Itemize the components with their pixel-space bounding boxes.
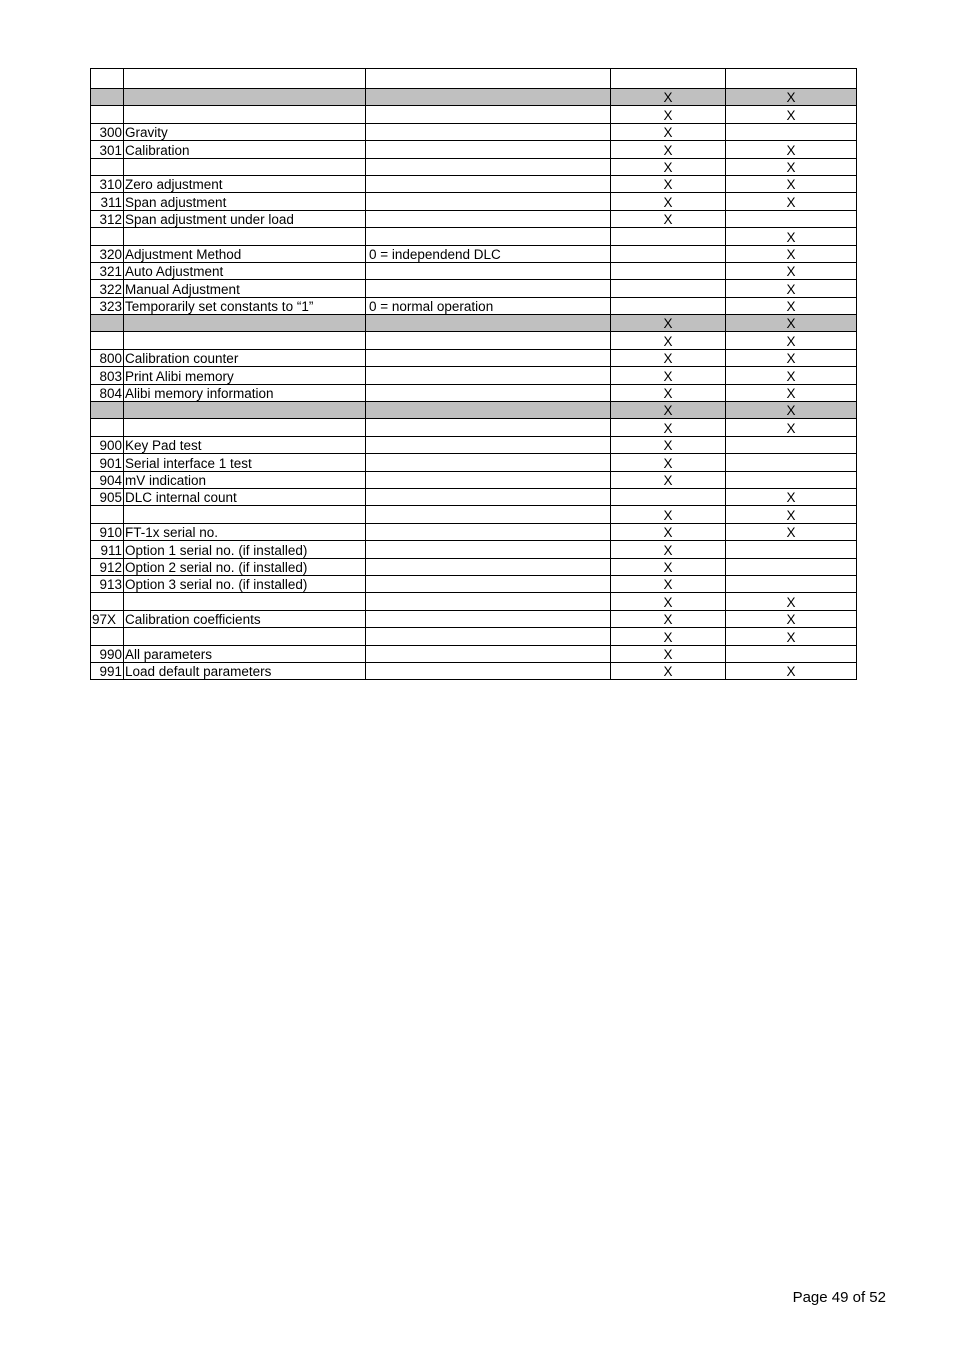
parameter-description: Key Pad test [124, 436, 366, 453]
parameter-description [124, 89, 366, 106]
parameter-number [91, 593, 124, 610]
parameter-value [366, 506, 611, 523]
table-row [91, 593, 857, 610]
parameter-number [91, 228, 124, 245]
table-row [91, 541, 857, 558]
parameter-value [366, 610, 611, 627]
mark-column-1: X [611, 349, 726, 366]
parameter-number [91, 506, 124, 523]
table-row [91, 610, 857, 627]
table-row [91, 436, 857, 453]
parameter-number: 310 [91, 175, 124, 192]
parameter-value [366, 106, 611, 123]
mark-column-1 [611, 297, 726, 314]
parameter-value [366, 645, 611, 662]
parameter-number [91, 158, 124, 175]
parameter-description: Auto Adjustment [124, 262, 366, 279]
mark-column-1 [611, 245, 726, 262]
parameter-value [366, 280, 611, 297]
table-row [91, 332, 857, 349]
mark-column-1 [611, 280, 726, 297]
mark-column-2: X [726, 245, 857, 262]
parameter-description [124, 332, 366, 349]
parameter-value [366, 158, 611, 175]
parameter-description: Gravity [124, 123, 366, 140]
table-row [91, 471, 857, 488]
mark-column-2: X [726, 193, 857, 210]
header-cell-value [366, 69, 611, 89]
mark-column-1: X [611, 106, 726, 123]
mark-column-1 [611, 262, 726, 279]
section-row [91, 402, 857, 419]
mark-column-1: X [611, 662, 726, 679]
mark-column-2: X [726, 402, 857, 419]
table-row [91, 575, 857, 592]
mark-column-1: X [611, 558, 726, 575]
table-row [91, 193, 857, 210]
parameter-number: 990 [91, 645, 124, 662]
table-row [91, 280, 857, 297]
parameter-value [366, 315, 611, 332]
parameter-value [366, 488, 611, 505]
mark-column-2: X [726, 332, 857, 349]
parameter-description [124, 628, 366, 645]
parameter-value [366, 367, 611, 384]
parameter-description: Manual Adjustment [124, 280, 366, 297]
mark-column-2 [726, 436, 857, 453]
mark-column-2: X [726, 262, 857, 279]
mark-column-1: X [611, 315, 726, 332]
section-row [91, 315, 857, 332]
parameter-value [366, 89, 611, 106]
parameter-number: 803 [91, 367, 124, 384]
parameter-description: Calibration coefficients [124, 610, 366, 627]
mark-column-1: X [611, 419, 726, 436]
table-row [91, 558, 857, 575]
mark-column-1: X [611, 402, 726, 419]
mark-column-2: X [726, 523, 857, 540]
parameter-number [91, 106, 124, 123]
table-row [91, 506, 857, 523]
parameter-description: Adjustment Method [124, 245, 366, 262]
mark-column-1: X [611, 89, 726, 106]
parameter-description [124, 593, 366, 610]
table-row [91, 662, 857, 679]
parameter-number: 322 [91, 280, 124, 297]
table-row [91, 141, 857, 158]
parameter-description [124, 506, 366, 523]
parameter-description: Calibration counter [124, 349, 366, 366]
parameter-number [91, 89, 124, 106]
parameter-description: Option 3 serial no. (if installed) [124, 575, 366, 592]
mark-column-1: X [611, 593, 726, 610]
table-row [91, 628, 857, 645]
parameter-table-body [91, 69, 857, 680]
mark-column-2: X [726, 419, 857, 436]
mark-column-2 [726, 645, 857, 662]
mark-column-2: X [726, 384, 857, 401]
parameter-description [124, 158, 366, 175]
mark-column-1: X [611, 141, 726, 158]
mark-column-2 [726, 471, 857, 488]
parameter-value [366, 558, 611, 575]
mark-column-2 [726, 541, 857, 558]
parameter-value [366, 593, 611, 610]
parameter-value [366, 471, 611, 488]
table-row [91, 419, 857, 436]
parameter-description: Span adjustment [124, 193, 366, 210]
page-number: Page 49 of 52 [792, 1289, 886, 1306]
table-row [91, 245, 857, 262]
parameter-number: 901 [91, 454, 124, 471]
table-row [91, 384, 857, 401]
mark-column-1: X [611, 628, 726, 645]
header-cell-description [124, 69, 366, 89]
parameter-number: 97X [91, 610, 124, 627]
mark-column-1: X [611, 158, 726, 175]
mark-column-1: X [611, 645, 726, 662]
parameter-number: 311 [91, 193, 124, 210]
mark-column-1: X [611, 332, 726, 349]
parameter-value [366, 628, 611, 645]
table-row [91, 210, 857, 227]
parameter-value [366, 175, 611, 192]
parameter-number: 320 [91, 245, 124, 262]
mark-column-1 [611, 228, 726, 245]
mark-column-2: X [726, 175, 857, 192]
parameter-value [366, 384, 611, 401]
parameter-number [91, 315, 124, 332]
parameter-description: Alibi memory information [124, 384, 366, 401]
mark-column-2 [726, 558, 857, 575]
mark-column-1: X [611, 523, 726, 540]
mark-column-2: X [726, 106, 857, 123]
parameter-value [366, 419, 611, 436]
parameter-number: 904 [91, 471, 124, 488]
parameter-description: DLC internal count [124, 488, 366, 505]
parameter-value [366, 523, 611, 540]
parameter-description: All parameters [124, 645, 366, 662]
parameter-value [366, 575, 611, 592]
mark-column-2: X [726, 158, 857, 175]
mark-column-2: X [726, 662, 857, 679]
mark-column-2 [726, 454, 857, 471]
mark-column-2: X [726, 141, 857, 158]
parameter-value [366, 123, 611, 140]
parameter-number [91, 332, 124, 349]
parameter-value [366, 402, 611, 419]
table-row [91, 262, 857, 279]
mark-column-1: X [611, 193, 726, 210]
parameter-description: mV indication [124, 471, 366, 488]
mark-column-1: X [611, 575, 726, 592]
parameter-number: 910 [91, 523, 124, 540]
table-row [91, 158, 857, 175]
parameter-description: FT-1x serial no. [124, 523, 366, 540]
table-row [91, 175, 857, 192]
mark-column-2: X [726, 228, 857, 245]
mark-column-1 [611, 488, 726, 505]
mark-column-2: X [726, 506, 857, 523]
parameter-number [91, 628, 124, 645]
parameter-number: 900 [91, 436, 124, 453]
parameter-value: 0 = independend DLC [366, 245, 611, 262]
mark-column-2 [726, 575, 857, 592]
table-row [91, 349, 857, 366]
table-row [91, 488, 857, 505]
parameter-value: 0 = normal operation [366, 297, 611, 314]
mark-column-1: X [611, 436, 726, 453]
table-row [91, 367, 857, 384]
parameter-value [366, 141, 611, 158]
parameter-value [366, 662, 611, 679]
mark-column-1: X [611, 123, 726, 140]
mark-column-1: X [611, 506, 726, 523]
parameter-description: Span adjustment under load [124, 210, 366, 227]
mark-column-1: X [611, 610, 726, 627]
mark-column-2: X [726, 89, 857, 106]
parameter-description: Load default parameters [124, 662, 366, 679]
mark-column-1: X [611, 367, 726, 384]
mark-column-2 [726, 210, 857, 227]
parameter-description [124, 106, 366, 123]
mark-column-1: X [611, 454, 726, 471]
table-row [91, 645, 857, 662]
mark-column-2: X [726, 315, 857, 332]
mark-column-2: X [726, 367, 857, 384]
parameter-value [366, 332, 611, 349]
parameter-number [91, 402, 124, 419]
header-cell-number [91, 69, 124, 89]
mark-column-1: X [611, 210, 726, 227]
parameter-value [366, 228, 611, 245]
mark-column-2: X [726, 280, 857, 297]
table-header-row [91, 69, 857, 89]
parameter-description: Print Alibi memory [124, 367, 366, 384]
mark-column-1: X [611, 384, 726, 401]
mark-column-2: X [726, 610, 857, 627]
mark-column-1: X [611, 175, 726, 192]
parameter-description: Calibration [124, 141, 366, 158]
parameter-table [90, 68, 857, 680]
table-row [91, 523, 857, 540]
parameter-value [366, 262, 611, 279]
header-cell-column-2 [726, 69, 857, 89]
mark-column-2: X [726, 488, 857, 505]
mark-column-1: X [611, 541, 726, 558]
mark-column-1: X [611, 471, 726, 488]
mark-column-2 [726, 123, 857, 140]
parameter-value [366, 436, 611, 453]
parameter-number: 912 [91, 558, 124, 575]
mark-column-2: X [726, 593, 857, 610]
parameter-number: 804 [91, 384, 124, 401]
parameter-number: 913 [91, 575, 124, 592]
parameter-number: 905 [91, 488, 124, 505]
parameter-description: Zero adjustment [124, 175, 366, 192]
parameter-description: Option 2 serial no. (if installed) [124, 558, 366, 575]
parameter-description: Option 1 serial no. (if installed) [124, 541, 366, 558]
parameter-description [124, 228, 366, 245]
parameter-number: 323 [91, 297, 124, 314]
parameter-value [366, 210, 611, 227]
parameter-value [366, 454, 611, 471]
mark-column-2: X [726, 349, 857, 366]
table-row [91, 228, 857, 245]
parameter-value [366, 349, 611, 366]
mark-column-2: X [726, 628, 857, 645]
parameter-number: 991 [91, 662, 124, 679]
parameter-number: 321 [91, 262, 124, 279]
parameter-number [91, 419, 124, 436]
parameter-number: 800 [91, 349, 124, 366]
parameter-description [124, 402, 366, 419]
parameter-description: Temporarily set constants to “1” [124, 297, 366, 314]
parameter-number: 312 [91, 210, 124, 227]
mark-column-2: X [726, 297, 857, 314]
header-cell-column-1 [611, 69, 726, 89]
parameter-number: 301 [91, 141, 124, 158]
parameter-value [366, 541, 611, 558]
parameter-description [124, 419, 366, 436]
table-row [91, 106, 857, 123]
parameter-description: Serial interface 1 test [124, 454, 366, 471]
parameter-number: 911 [91, 541, 124, 558]
table-row [91, 297, 857, 314]
table-row [91, 454, 857, 471]
parameter-description [124, 315, 366, 332]
parameter-value [366, 193, 611, 210]
parameter-number: 300 [91, 123, 124, 140]
table-row [91, 123, 857, 140]
section-row [91, 89, 857, 106]
